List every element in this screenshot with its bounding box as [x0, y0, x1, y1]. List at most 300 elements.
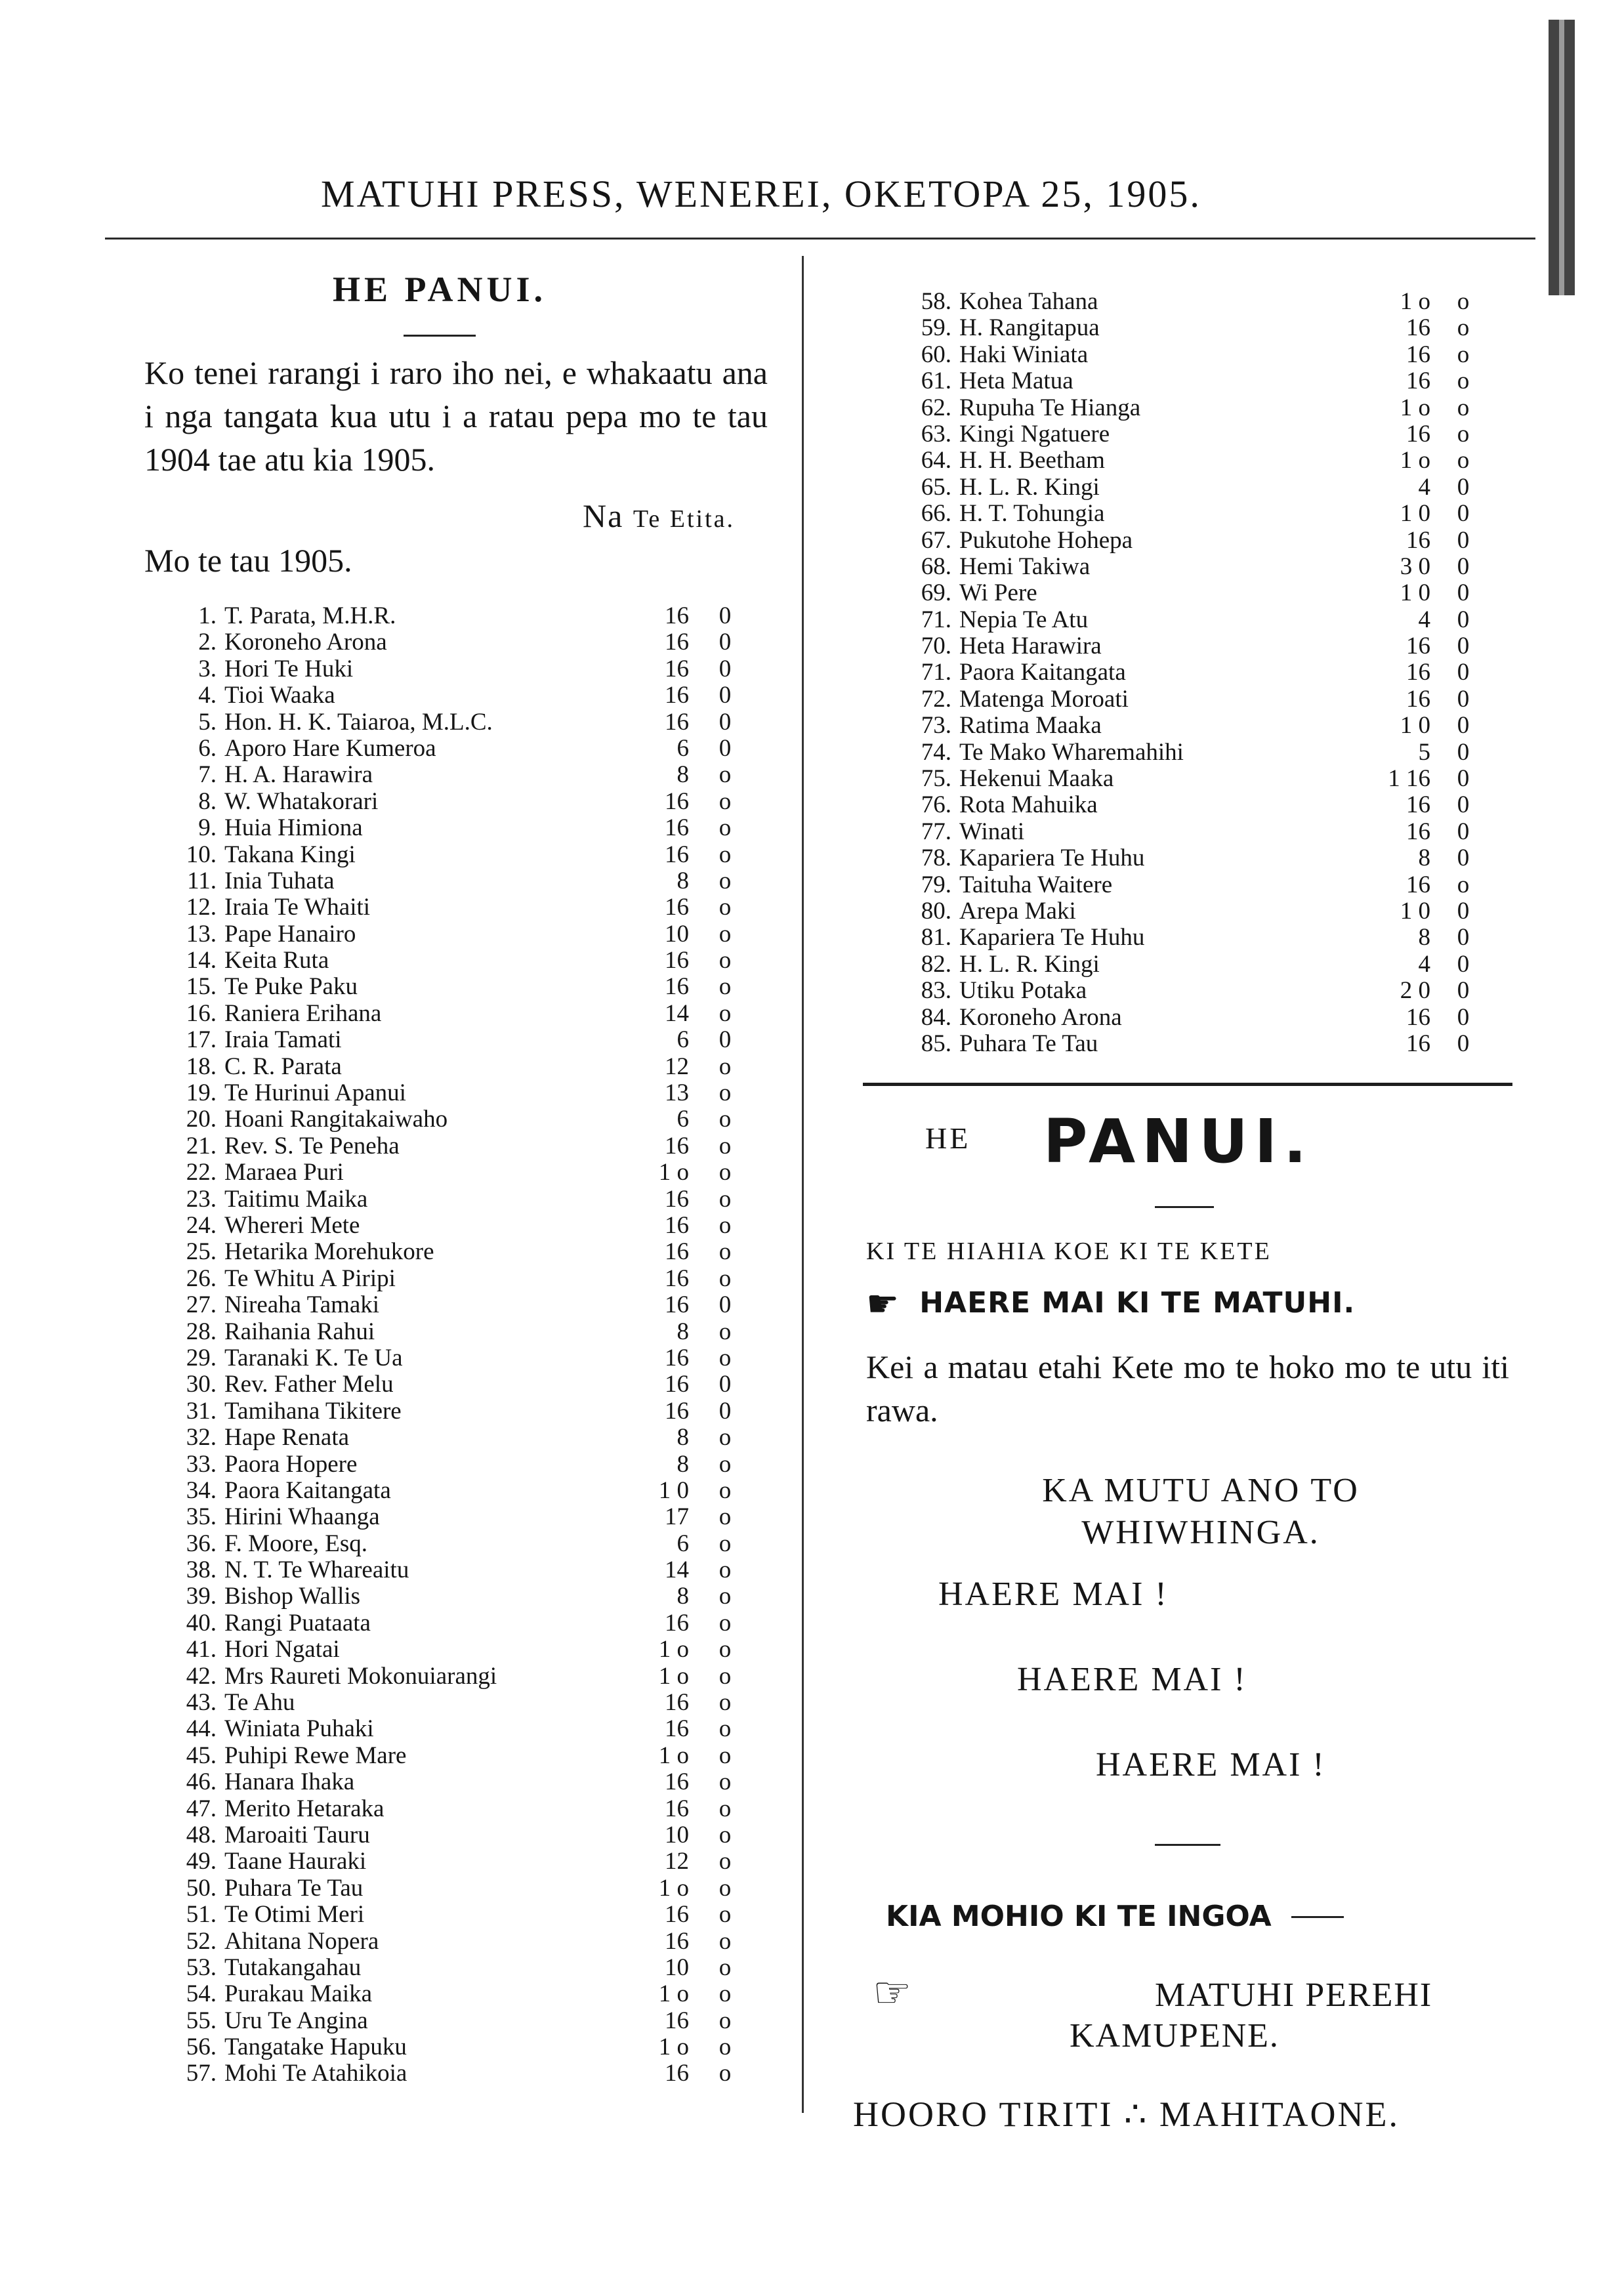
subscriber-name: Hekenui Maaka — [959, 765, 1114, 793]
subscriber-amount-2: o — [718, 973, 732, 1001]
subscriber-amount-2: 0 — [1457, 526, 1470, 554]
advert-closing: KA MUTU ANO TO WHIWHINGA. — [1042, 1472, 1360, 1551]
subscriber-amount-2: 0 — [1457, 1003, 1470, 1031]
subscriber-number: 77. — [921, 818, 951, 845]
subscriber-number: 41. — [186, 1636, 217, 1663]
subscriber-amount-2: 0 — [1457, 579, 1470, 607]
subscriber-row — [112, 921, 768, 948]
subscriber-amount-1: 3 0 — [1400, 553, 1430, 580]
subscriber-row — [112, 1239, 768, 1265]
subscriber-number: 60. — [921, 341, 951, 368]
subscriber-number: 55. — [186, 2007, 217, 2034]
subscriber-amount-1: 1 o — [658, 1662, 689, 1690]
subscriber-row — [112, 762, 768, 788]
subscriber-name: Keita Ruta — [224, 947, 329, 974]
subscriber-amount-2: o — [718, 1927, 732, 1955]
subscriber-amount-2: o — [718, 1450, 732, 1478]
subscriber-amount-2: 0 — [718, 602, 732, 629]
subscriber-row — [112, 868, 768, 894]
subscriber-row — [853, 421, 1535, 448]
subscriber-name: Paora Kaitangata — [224, 1476, 391, 1504]
subscriber-amount-1: 16 — [665, 1397, 689, 1425]
subscriber-amount-1: 16 — [665, 1609, 689, 1637]
subscriber-amount-1: 6 — [677, 1106, 689, 1133]
page-edge-mark — [1549, 20, 1575, 295]
subscriber-amount-1: 16 — [1406, 791, 1430, 819]
subscriber-number: 82. — [921, 950, 951, 978]
subscriber-name: Koroneho Arona — [224, 629, 387, 656]
subscriber-row — [853, 792, 1535, 818]
subscriber-amount-2: o — [718, 1106, 732, 1133]
subscriber-amount-1: 1 o — [658, 1742, 689, 1769]
subscriber-row — [112, 1478, 768, 1504]
subscriber-row — [112, 1398, 768, 1425]
subscriber-number: 38. — [186, 1556, 217, 1584]
subscriber-number: 50. — [186, 1874, 217, 1902]
subscriber-amount-2: o — [718, 1264, 732, 1292]
subscriber-number: 46. — [186, 1768, 217, 1796]
subscriber-amount-2: 0 — [1457, 659, 1470, 686]
subscriber-row — [112, 709, 768, 736]
advert-he: HE — [925, 1121, 971, 1155]
advert-kia-mohio — [886, 1900, 1344, 1933]
subscriber-number: 5. — [198, 708, 217, 736]
subscriber-amount-1: 16 — [665, 894, 689, 921]
subscriber-amount-1: 16 — [1406, 1030, 1430, 1057]
welcome-line-2: HAERE MAI ! — [1017, 1661, 1247, 1698]
subscriber-amount-2: 0 — [1457, 1030, 1470, 1057]
subscriber-number: 10. — [186, 841, 217, 868]
subscriber-amount-1: 16 — [1406, 1003, 1430, 1031]
subscriber-amount-2: 0 — [1457, 924, 1470, 951]
subscriber-amount-2: 0 — [1457, 500, 1470, 528]
subscriber-name: H. Rangitapua — [959, 314, 1100, 342]
subscriber-amount-1: 10 — [665, 1821, 689, 1848]
subscriber-number: 69. — [921, 579, 951, 607]
subscriber-name: Taranaki K. Te Ua — [224, 1344, 403, 1371]
subscriber-amount-1: 12 — [665, 1848, 689, 1875]
subscriber-name: Ahitana Nopera — [224, 1927, 379, 1955]
subscriber-name: Takana Kingi — [224, 841, 356, 868]
subscriber-name: Rev. Father Melu — [224, 1371, 394, 1398]
subscriber-name: Aporo Hare Kumeroa — [224, 734, 436, 762]
subscriber-number: 74. — [921, 738, 951, 766]
pointing-hand-icon-2: ☞ — [873, 1967, 913, 2018]
subscriber-name: Te Ahu — [224, 1689, 295, 1717]
subscriber-number: 71. — [921, 606, 951, 633]
subscriber-amount-1: 4 — [1418, 473, 1430, 501]
subscriber-amount-2: o — [718, 1689, 732, 1717]
subscriber-amount-2: o — [718, 1503, 732, 1531]
subscriber-amount-1: 16 — [665, 1901, 689, 1929]
subscriber-number: 64. — [921, 447, 951, 474]
subscriber-amount-2: o — [1457, 341, 1470, 368]
subscriber-amount-1: 1 o — [658, 1980, 689, 2008]
subscriber-number: 47. — [186, 1795, 217, 1822]
subscriber-name: H. L. R. Kingi — [959, 473, 1100, 501]
subscriber-list-left — [112, 603, 768, 2087]
subscriber-amount-1: 16 — [1406, 367, 1430, 395]
subscriber-amount-2: 0 — [1457, 606, 1470, 633]
subscriber-row — [853, 315, 1535, 341]
subscriber-name: N. T. Te Whareaitu — [224, 1556, 409, 1584]
subscriber-name: Hirini Whaanga — [224, 1503, 380, 1531]
subscriber-number: 43. — [186, 1689, 217, 1717]
advert-paragraph: Kei a matau etahi Kete mo te hoko mo te utu iti rawa. — [866, 1348, 1509, 1429]
subscriber-number: 54. — [186, 1980, 217, 2008]
subscriber-amount-2: o — [718, 1053, 732, 1080]
subscriber-number: 13. — [186, 920, 217, 948]
subscriber-amount-1: 8 — [677, 1318, 689, 1345]
subscriber-number: 34. — [186, 1476, 217, 1504]
subscriber-amount-1: 6 — [677, 734, 689, 762]
subscriber-amount-1: 16 — [665, 1132, 689, 1159]
kia-mohio-text: KIA MOHIO KI TE INGOA — [886, 1900, 1272, 1933]
subscriber-amount-2: 0 — [1457, 791, 1470, 819]
subscriber-number: 61. — [921, 367, 951, 395]
subscriber-row — [112, 815, 768, 841]
subscriber-amount-2: o — [718, 1980, 732, 2008]
subscriber-number: 83. — [921, 977, 951, 1005]
subscriber-name: Merito Hetaraka — [224, 1795, 385, 1822]
subscriber-amount-2: 0 — [718, 708, 732, 736]
subscriber-amount-1: 2 0 — [1400, 977, 1430, 1005]
subscriber-amount-1: 16 — [1406, 314, 1430, 342]
subscriber-row — [853, 1031, 1535, 1057]
subscriber-row — [112, 948, 768, 974]
subscriber-row — [112, 1557, 768, 1583]
subscriber-amount-1: 16 — [665, 629, 689, 656]
subscriber-row — [112, 1690, 768, 1716]
subscriber-number: 79. — [921, 871, 951, 898]
subscriber-amount-1: 16 — [665, 2060, 689, 2087]
masthead: MATUHI PRESS, WENEREI, OKETOPA 25, 1905. — [321, 173, 1201, 215]
left-column — [112, 269, 768, 2087]
subscriber-amount-2: o — [718, 1424, 732, 1451]
subscriber-name: Raihania Rahui — [224, 1318, 375, 1345]
subscriber-number: 44. — [186, 1715, 217, 1743]
subscriber-row — [853, 740, 1535, 766]
subscriber-amount-1: 16 — [1406, 818, 1430, 845]
subscriber-name: Maraea Puri — [224, 1159, 344, 1186]
subscriber-name: Puhara Te Tau — [959, 1030, 1098, 1057]
subscriber-number: 53. — [186, 1953, 217, 1981]
subscriber-amount-1: 17 — [665, 1503, 689, 1531]
subscriber-amount-1: 16 — [665, 2007, 689, 2034]
subscriber-amount-1: 1 0 — [658, 1476, 689, 1504]
subscriber-name: Pukutohe Hohepa — [959, 526, 1133, 554]
subscriber-amount-2: o — [718, 1848, 732, 1875]
subscriber-amount-2: 0 — [718, 1026, 732, 1054]
subscriber-amount-1: 12 — [665, 1053, 689, 1080]
subscriber-number: 33. — [186, 1450, 217, 1478]
subscriber-amount-1: 8 — [677, 1450, 689, 1478]
subscriber-number: 84. — [921, 1003, 951, 1031]
subscriber-amount-1: 16 — [1406, 420, 1430, 448]
subscriber-name: Rev. S. Te Peneha — [224, 1132, 400, 1159]
subscriber-amount-1: 16 — [665, 1689, 689, 1717]
subscriber-number: 14. — [186, 947, 217, 974]
subscriber-name: H. H. Beetham — [959, 447, 1105, 474]
subscriber-number: 81. — [921, 924, 951, 951]
subscriber-name: Puhipi Rewe Mare — [224, 1742, 407, 1769]
subscriber-name: Purakau Maika — [224, 1980, 373, 2008]
subscriber-name: Hoani Rangitakaiwaho — [224, 1106, 448, 1133]
subscriber-name: Kapariera Te Huhu — [959, 845, 1145, 872]
subscriber-number: 18. — [186, 1053, 217, 1080]
subscriber-number: 49. — [186, 1848, 217, 1875]
subscriber-name: H. L. R. Kingi — [959, 950, 1100, 978]
subscriber-number: 45. — [186, 1742, 217, 1769]
subscriber-row — [112, 736, 768, 762]
subscriber-amount-1: 16 — [665, 682, 689, 709]
subscriber-amount-1: 4 — [1418, 606, 1430, 633]
subscriber-row — [112, 1133, 768, 1159]
subscriber-name: Inia Tuhata — [224, 867, 335, 894]
subscriber-name: Hemi Takiwa — [959, 553, 1091, 580]
subscriber-name: Hori Ngatai — [224, 1636, 340, 1663]
advert-rule — [863, 1083, 1512, 1086]
subscriber-number: 65. — [921, 473, 951, 501]
subscriber-row — [112, 1159, 768, 1186]
subscriber-amount-2: 0 — [718, 1291, 732, 1319]
subscriber-number: 68. — [921, 553, 951, 580]
subscriber-number: 31. — [186, 1397, 217, 1425]
subscriber-number: 26. — [186, 1264, 217, 1292]
subscriber-row — [112, 2060, 768, 2087]
advert-line-1: KI TE HIAHIA KOE KI TE KETE — [866, 1238, 1272, 1265]
subscriber-amount-2: o — [1457, 367, 1470, 395]
advert-line-2-text: HAERE MAI KI TE MATUHI. — [919, 1286, 1356, 1320]
advert-line-2 — [866, 1283, 1355, 1325]
subscriber-row — [853, 766, 1535, 792]
masthead-rule — [105, 238, 1535, 240]
subscriber-row — [112, 1213, 768, 1239]
subscriber-number: 39. — [186, 1583, 217, 1610]
subscriber-amount-2: o — [1457, 394, 1470, 421]
subscriber-name: Kohea Tahana — [959, 288, 1098, 315]
subscriber-row — [853, 1005, 1535, 1031]
subscriber-amount-1: 1 o — [658, 1874, 689, 1902]
subscriber-number: 73. — [921, 712, 951, 740]
subscriber-name: Te Whitu A Piripi — [224, 1264, 396, 1292]
advert-panui: PANUI. — [1043, 1106, 1314, 1177]
subscriber-amount-2: o — [718, 1821, 732, 1848]
subscriber-amount-2: 0 — [718, 1397, 732, 1425]
subscriber-row — [853, 289, 1535, 315]
subscriber-amount-2: o — [718, 1715, 732, 1743]
subscriber-name: Hape Renata — [224, 1424, 350, 1451]
subscriber-row — [112, 1266, 768, 1292]
subscriber-amount-2: 0 — [1457, 473, 1470, 501]
subscriber-amount-2: o — [718, 1874, 732, 1902]
subscriber-amount-1: 16 — [665, 947, 689, 974]
subscriber-number: 2. — [198, 629, 217, 656]
subscriber-row — [112, 1663, 768, 1690]
subscriber-amount-2: 0 — [718, 655, 732, 682]
subscriber-name: Pape Hanairo — [224, 920, 356, 948]
subscriber-amount-2: o — [718, 1476, 732, 1504]
subscriber-amount-1: 16 — [1406, 633, 1430, 660]
subscriber-amount-1: 8 — [677, 867, 689, 894]
signoff-na: Na — [583, 497, 624, 534]
subscriber-row — [112, 1371, 768, 1398]
subscriber-amount-2: 0 — [1457, 897, 1470, 925]
subscriber-number: 42. — [186, 1662, 217, 1690]
subscriber-amount-1: 1 16 — [1388, 765, 1430, 793]
subscriber-amount-2: 0 — [1457, 845, 1470, 872]
subscriber-amount-2: o — [718, 1795, 732, 1822]
subscriber-row — [853, 898, 1535, 925]
subscriber-amount-1: 16 — [665, 1715, 689, 1743]
subscriber-row — [112, 1637, 768, 1663]
subscriber-row — [112, 1319, 768, 1345]
subscriber-number: 21. — [186, 1132, 217, 1159]
subscriber-row — [112, 1875, 768, 1902]
company-name-1: MATUHI PEREHI — [1155, 1976, 1433, 2014]
subscriber-amount-1: 1 o — [658, 1159, 689, 1186]
subscriber-name: Te Puke Paku — [224, 973, 358, 1001]
subscriber-amount-1: 14 — [665, 1556, 689, 1584]
subscriber-name: Heta Matua — [959, 367, 1073, 395]
subscriber-amount-1: 10 — [665, 1953, 689, 1981]
subscriber-number: 3. — [198, 655, 217, 682]
signoff-editor: Te Etita. — [633, 505, 735, 533]
subscriber-name: Winati — [959, 818, 1025, 845]
subscriber-row — [112, 603, 768, 629]
subscriber-name: Ratima Maaka — [959, 712, 1102, 740]
subscriber-name: Tioi Waaka — [224, 682, 335, 709]
subscriber-number: 17. — [186, 1026, 217, 1054]
subscriber-amount-1: 1 o — [658, 1636, 689, 1663]
pointing-hand-icon: ☛ — [866, 1283, 900, 1325]
subscriber-name: Rangi Puataata — [224, 1609, 371, 1637]
subscriber-number: 66. — [921, 500, 951, 528]
subscriber-name: Mrs Raureti Mokonuiarangi — [224, 1662, 497, 1690]
company-name-2: KAMUPENE. — [1070, 2017, 1280, 2055]
subscriber-name: Huia Himiona — [224, 814, 363, 842]
subscriber-row — [112, 1743, 768, 1769]
subscriber-amount-2: o — [718, 1609, 732, 1637]
subscriber-amount-1: 16 — [665, 1185, 689, 1213]
subscriber-name: Utiku Potaka — [959, 977, 1087, 1005]
subscriber-amount-2: o — [1457, 447, 1470, 474]
subscriber-amount-2: o — [718, 2034, 732, 2061]
subscriber-name: Koroneho Arona — [959, 1003, 1122, 1031]
subscriber-row — [112, 1929, 768, 1955]
subscriber-amount-2: 0 — [1457, 765, 1470, 793]
subscriber-number: 32. — [186, 1424, 217, 1451]
subscriber-amount-1: 16 — [1406, 685, 1430, 713]
subscriber-number: 52. — [186, 1927, 217, 1955]
advert-address: HOORO TIRITI ∴ MAHITAONE. — [853, 2095, 1400, 2134]
subscriber-name: Whereri Mete — [224, 1211, 360, 1239]
subscriber-row — [853, 845, 1535, 871]
subscriber-amount-2: o — [718, 1583, 732, 1610]
subscriber-row — [112, 1292, 768, 1318]
subscriber-number: 9. — [198, 814, 217, 842]
subscriber-row — [112, 656, 768, 682]
subscriber-amount-1: 1 0 — [1400, 500, 1430, 528]
subscriber-number: 59. — [921, 314, 951, 342]
subscriber-amount-1: 8 — [1418, 924, 1430, 951]
subscriber-name: Rota Mahuika — [959, 791, 1098, 819]
notice-body: Ko tenei rarangi i raro iho nei, e whakaatu ana i nga tangata kua utu i a ratau pepa mo te tau 1904 tae atu kia 1905. — [144, 354, 768, 478]
subscriber-name: Hetarika Morehukore — [224, 1238, 434, 1266]
subscriber-number: 80. — [921, 897, 951, 925]
subscriber-amount-2: o — [718, 1662, 732, 1690]
subscriber-amount-1: 13 — [665, 1079, 689, 1107]
subscriber-name: Hori Te Huki — [224, 655, 354, 682]
subscriber-row — [112, 2034, 768, 2060]
subscriber-amount-2: 0 — [718, 734, 732, 762]
subscriber-amount-1: 5 — [1418, 738, 1430, 766]
subscriber-name: Iraia Te Whaiti — [224, 894, 371, 921]
subscriber-amount-2: o — [718, 947, 732, 974]
subscriber-amount-2: o — [1457, 420, 1470, 448]
subscriber-name: Maroaiti Tauru — [224, 1821, 370, 1848]
subscriber-row — [112, 1769, 768, 1795]
subscriber-number: 71. — [921, 659, 951, 686]
subscriber-amount-1: 16 — [665, 814, 689, 842]
subscriber-name: C. R. Parata — [224, 1053, 342, 1080]
subscriber-amount-2: o — [718, 1211, 732, 1239]
subscriber-amount-2: 0 — [1457, 685, 1470, 713]
subscriber-amount-1: 1 o — [658, 2034, 689, 2061]
subscriber-name: Tangatake Hapuku — [224, 2034, 407, 2061]
subscriber-row — [112, 1716, 768, 1742]
subscriber-amount-2: 0 — [1457, 818, 1470, 845]
subscriber-name: Matenga Moroati — [959, 685, 1129, 713]
subscriber-name: Nireaha Tamaki — [224, 1291, 380, 1319]
subscriber-amount-1: 16 — [665, 1344, 689, 1371]
subscriber-row — [112, 1822, 768, 1848]
subscriber-name: Tamihana Tikitere — [224, 1397, 402, 1425]
subscriber-name: Haki Winiata — [959, 341, 1089, 368]
subscriber-number: 63. — [921, 420, 951, 448]
subscriber-number: 76. — [921, 791, 951, 819]
subscriber-number: 57. — [186, 2060, 217, 2087]
subscriber-row — [853, 580, 1535, 606]
subscriber-amount-2: 0 — [1457, 712, 1470, 740]
subscriber-amount-1: 16 — [665, 841, 689, 868]
subscriber-amount-2: o — [718, 1556, 732, 1584]
subscriber-amount-1: 16 — [1406, 526, 1430, 554]
subscriber-row — [853, 501, 1535, 527]
subscriber-row — [112, 1425, 768, 1451]
subscriber-row — [112, 1186, 768, 1213]
subscriber-number: 6. — [198, 734, 217, 762]
subscriber-name: Te Otimi Meri — [224, 1901, 365, 1929]
subscriber-number: 22. — [186, 1159, 217, 1186]
subscriber-amount-2: o — [718, 2060, 732, 2087]
subscriber-row — [853, 659, 1535, 686]
notice-signoff — [112, 497, 735, 535]
subscriber-amount-1: 16 — [1406, 871, 1430, 898]
subscriber-amount-1: 16 — [1406, 659, 1430, 686]
subscriber-row — [853, 368, 1535, 394]
subscriber-name: Te Mako Wharemahihi — [959, 738, 1184, 766]
subscriber-amount-2: 0 — [1457, 977, 1470, 1005]
right-column — [853, 289, 1535, 1057]
subscriber-amount-2: 0 — [1457, 633, 1470, 660]
subscriber-row — [112, 974, 768, 1000]
advert-rule-short — [1155, 1206, 1214, 1208]
subscriber-amount-2: o — [718, 1318, 732, 1345]
subscriber-amount-2: o — [718, 761, 732, 789]
subscriber-row — [853, 978, 1535, 1004]
subscriber-row — [853, 713, 1535, 739]
